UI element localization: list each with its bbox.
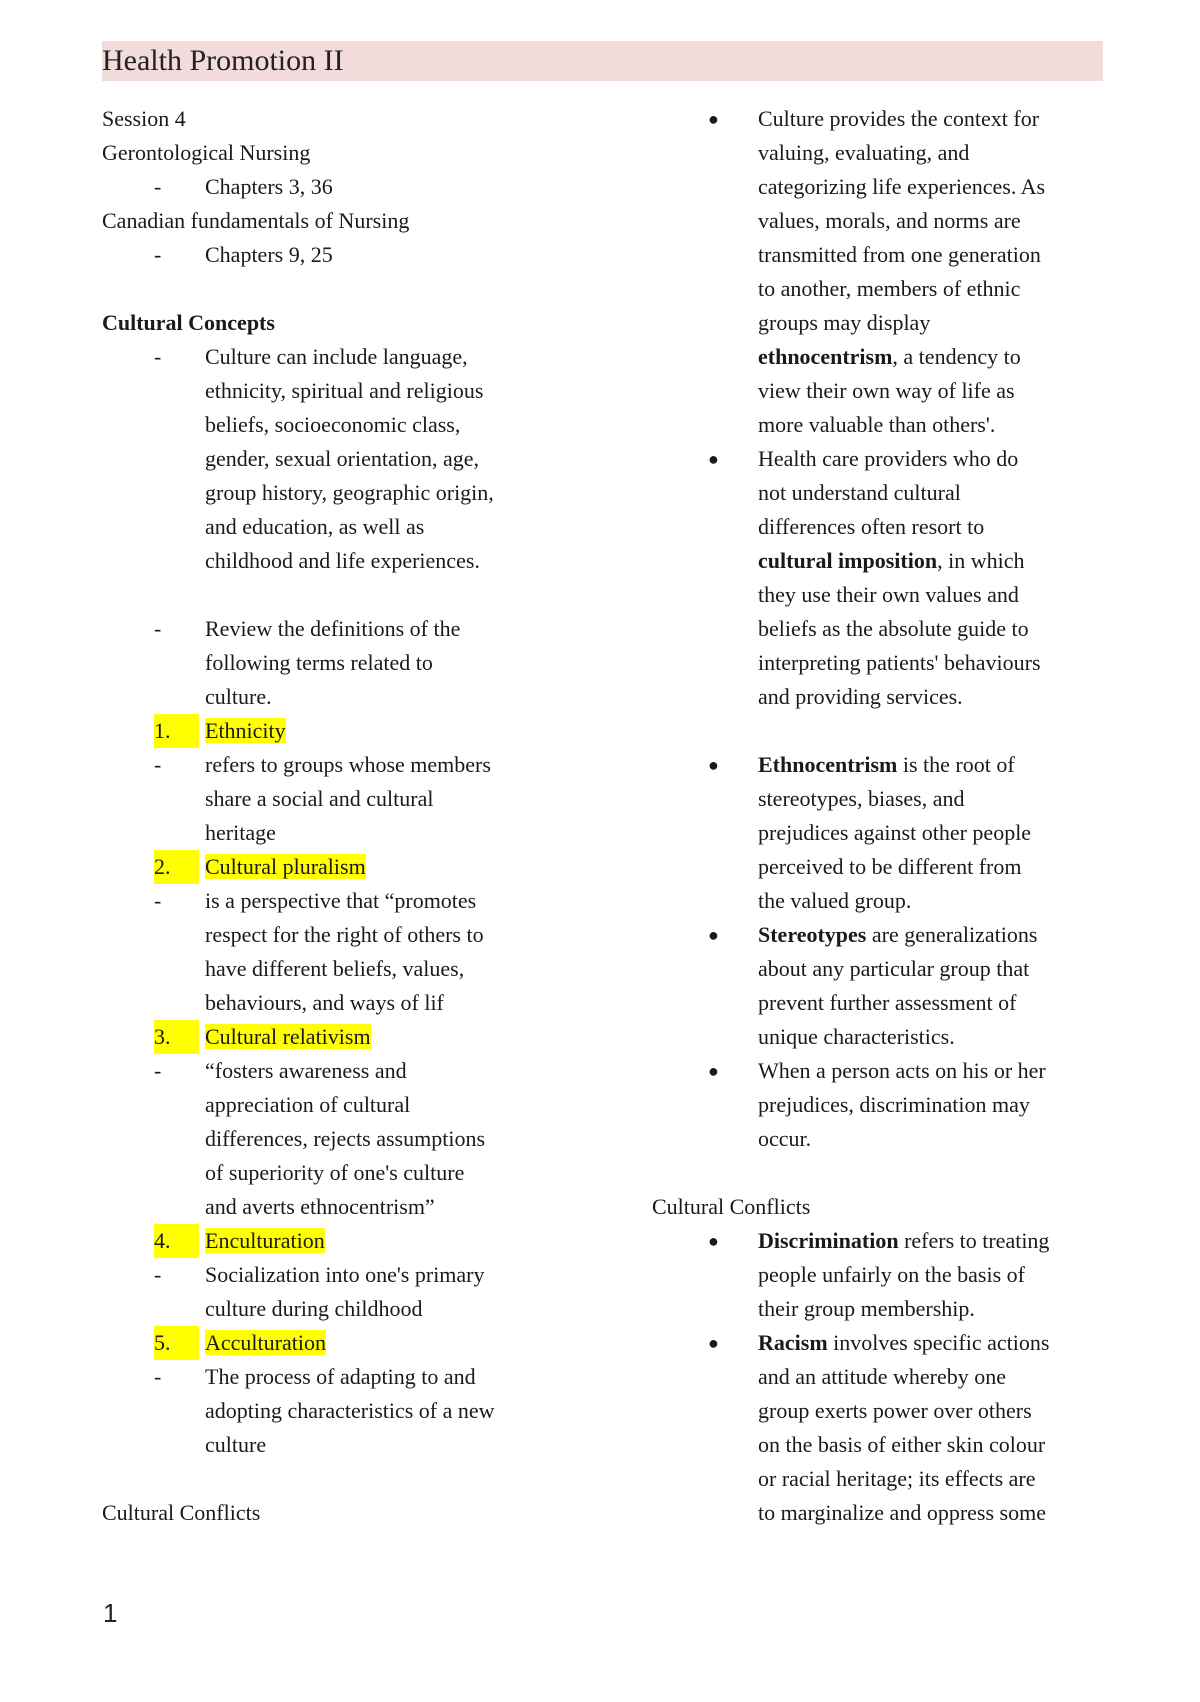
term-heading: 5. Acculturation <box>102 1326 572 1360</box>
bullet-item-cont: ethnocentrism, a tendency to <box>758 344 1021 369</box>
bullet-item-cont: beliefs as the absolute guide to <box>758 616 1029 641</box>
bullet-icon: ● <box>708 1231 719 1251</box>
section-heading: Cultural Concepts <box>102 310 275 335</box>
bullet-item: ● Stereotypes are generalizations <box>652 918 1107 952</box>
term-heading: 4. Enculturation <box>102 1224 572 1258</box>
term-definition: - Socialization into one's primary <box>154 1262 485 1287</box>
right-column <box>652 102 1107 1530</box>
bullet-item-cont: and an attitude whereby one <box>758 1364 1007 1389</box>
term-definition-cont: and averts ethnocentrism” <box>205 1194 435 1219</box>
bullet-item-cont: values, morals, and norms are <box>758 208 1021 233</box>
list-item-cont: group history, geographic origin, <box>205 480 494 505</box>
bullet-item-cont: prejudices against other people <box>758 820 1032 845</box>
bullet-item: ● Health care providers who do <box>652 442 1107 476</box>
bullet-item-cont: differences often resort to <box>758 514 985 539</box>
bullet-item-cont: and providing services. <box>758 684 963 709</box>
term-definition-cont: culture during childhood <box>205 1296 423 1321</box>
bullet-icon: ● <box>708 1333 719 1353</box>
list-item: - Culture can include language, <box>154 344 468 369</box>
list-item: - Review the definitions of the <box>154 616 461 641</box>
bullet-item: ● Discrimination refers to treating <box>652 1224 1107 1258</box>
bullet-item-cont: they use their own values and <box>758 582 1019 607</box>
section-heading: Cultural Conflicts <box>102 1500 261 1525</box>
bullet-icon: ● <box>708 449 719 469</box>
bullet-item-cont: on the basis of either skin colour <box>758 1432 1046 1457</box>
term-definition-cont: heritage <box>205 820 276 845</box>
bullet-item-cont: groups may display <box>758 310 931 335</box>
bullet-item-cont: transmitted from one generation <box>758 242 1041 267</box>
term-definition-cont: appreciation of cultural <box>205 1092 411 1117</box>
list-item-cont: beliefs, socioeconomic class, <box>205 412 461 437</box>
section-heading: Cultural Conflicts <box>652 1194 811 1219</box>
bullet-item-cont: their group membership. <box>758 1296 975 1321</box>
list-item-cont: following terms related to <box>205 650 433 675</box>
bullet-item: ● Culture provides the context for <box>652 102 1107 136</box>
reference-chapters: - Chapters 9, 25 <box>154 242 333 267</box>
term-definition-cont: share a social and cultural <box>205 786 434 811</box>
left-column <box>102 102 572 1530</box>
list-item-cont: ethnicity, spiritual and religious <box>205 378 484 403</box>
term-definition-cont: have different beliefs, values, <box>205 956 465 981</box>
reference-book: Gerontological Nursing <box>102 140 311 165</box>
term-heading: 2. Cultural pluralism <box>102 850 572 884</box>
bullet-item-cont: group exerts power over others <box>758 1398 1032 1423</box>
bullet-item-cont: to another, members of ethnic <box>758 276 1021 301</box>
list-item-cont: and education, as well as <box>205 514 425 539</box>
page-title: Health Promotion II <box>102 44 344 77</box>
term-definition-cont: behaviours, and ways of lif <box>205 990 444 1015</box>
term-definition-cont: culture <box>205 1432 267 1457</box>
bullet-item-cont: to marginalize and oppress some <box>758 1500 1046 1525</box>
term-definition-cont: adopting characteristics of a new <box>205 1398 495 1423</box>
term-heading: 1. Ethnicity <box>102 714 572 748</box>
term-definition-cont: of superiority of one's culture <box>205 1160 465 1185</box>
bullet-item-cont: interpreting patients' behaviours <box>758 650 1041 675</box>
reference-chapters: - Chapters 3, 36 <box>154 174 333 199</box>
bullet-item-cont: the valued group. <box>758 888 912 913</box>
bullet-item-cont: about any particular group that <box>758 956 1030 981</box>
bullet-item-cont: perceived to be different from <box>758 854 1022 879</box>
bullet-icon: ● <box>708 1061 719 1081</box>
bullet-item-cont: stereotypes, biases, and <box>758 786 965 811</box>
bullet-item-cont: categorizing life experiences. As <box>758 174 1046 199</box>
bullet-item-cont: prevent further assessment of <box>758 990 1017 1015</box>
term-heading: 3. Cultural relativism <box>102 1020 572 1054</box>
bullet-item-cont: more valuable than others'. <box>758 412 996 437</box>
list-item-cont: gender, sexual orientation, age, <box>205 446 480 471</box>
reference-book: Canadian fundamentals of Nursing <box>102 208 410 233</box>
bullet-item-cont: prejudices, discrimination may <box>758 1092 1030 1117</box>
session-label: Session 4 <box>102 106 186 131</box>
bullet-item-cont: not understand cultural <box>758 480 961 505</box>
bullet-item-cont: or racial heritage; its effects are <box>758 1466 1036 1491</box>
bullet-item-cont: valuing, evaluating, and <box>758 140 970 165</box>
term-definition-cont: respect for the right of others to <box>205 922 484 947</box>
bullet-item-cont: people unfairly on the basis of <box>758 1262 1025 1287</box>
bullet-icon: ● <box>708 109 719 129</box>
bullet-item: ● Racism involves specific actions <box>652 1326 1107 1360</box>
term-definition: - is a perspective that “promotes <box>154 888 477 913</box>
term-definition: - refers to groups whose members <box>154 752 491 777</box>
bullet-item-cont: unique characteristics. <box>758 1024 955 1049</box>
bullet-icon: ● <box>708 755 719 775</box>
term-definition: - The process of adapting to and <box>154 1364 476 1389</box>
bullet-icon: ● <box>708 925 719 945</box>
bullet-item: ● Ethnocentrism is the root of <box>652 748 1107 782</box>
bullet-item-cont: view their own way of life as <box>758 378 1015 403</box>
bullet-item: ● When a person acts on his or her <box>652 1054 1107 1088</box>
term-definition: - “fosters awareness and <box>154 1058 407 1083</box>
bullet-item-cont: occur. <box>758 1126 812 1151</box>
bullet-item-cont: cultural imposition, in which <box>758 548 1025 573</box>
list-item-cont: childhood and life experiences. <box>205 548 480 573</box>
list-item-cont: culture. <box>205 684 272 709</box>
term-definition-cont: differences, rejects assumptions <box>205 1126 486 1151</box>
page-number: 1 <box>103 1598 118 1628</box>
